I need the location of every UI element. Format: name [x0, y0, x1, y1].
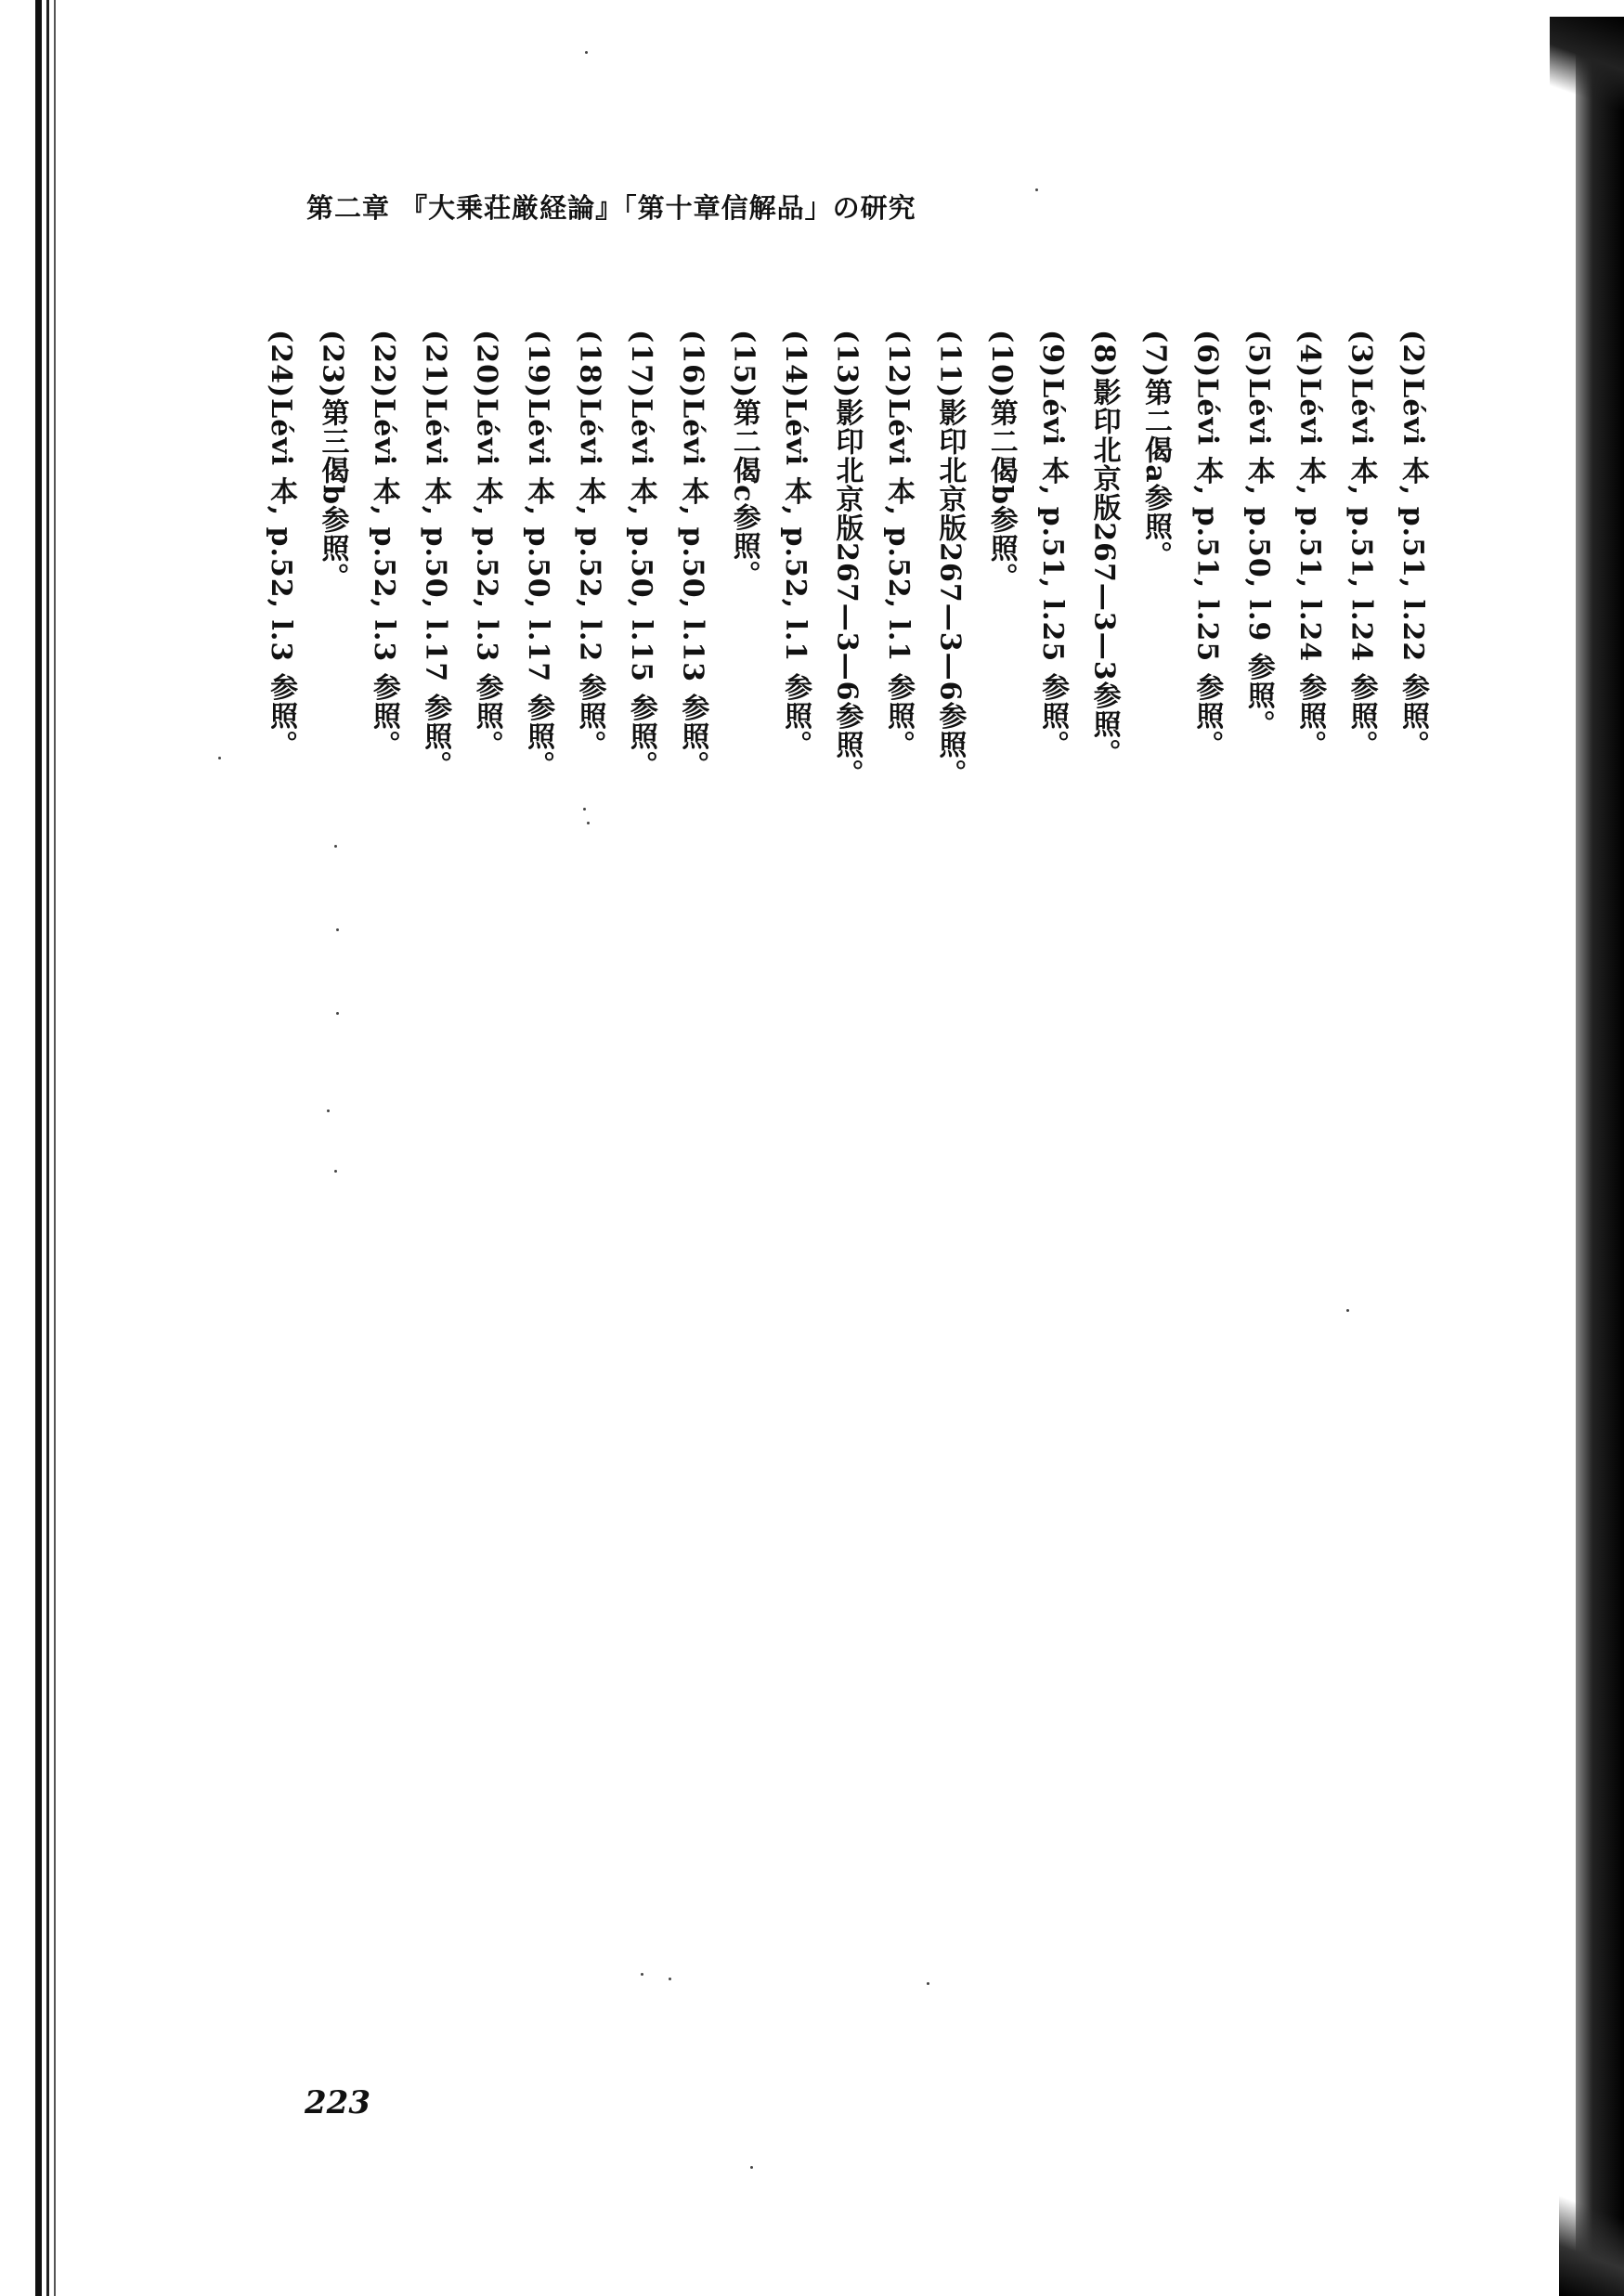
- scan-speck: [669, 1978, 671, 1980]
- scan-speck: [587, 822, 590, 824]
- footnote: (23)第三偈b参照。: [316, 330, 349, 592]
- page-number: 223: [305, 2084, 370, 2121]
- binding-edge-line-thin: [54, 0, 56, 2296]
- binding-edge: [35, 0, 42, 2296]
- footnote: (8)影印北京版267—3—3参照。: [1087, 330, 1121, 768]
- scan-speck: [927, 1982, 929, 1985]
- scan-speck: [583, 808, 586, 811]
- footnote: (13)影印北京版267—3—6参照。: [830, 330, 864, 788]
- scan-speck: [334, 1170, 337, 1173]
- binding-edge-line: [46, 0, 49, 2296]
- footnote: (17)Lévi 本, p.50, l.15 参照。: [624, 330, 657, 780]
- footnote: (22)Lévi 本, p.52, l.3 参照。: [367, 330, 400, 759]
- footnote: (11)影印北京版267—3—6参照。: [933, 330, 967, 788]
- footnote: (4)Lévi 本, p.51, l.24 参照。: [1293, 330, 1327, 759]
- scan-speck: [585, 51, 588, 54]
- scan-speck: [218, 757, 221, 759]
- footnote: (2)Lévi 本, p.51, l.22 参照。: [1397, 330, 1429, 759]
- scan-speck: [750, 2166, 753, 2169]
- scan-shadow-right: [1576, 19, 1624, 2296]
- scan-speck: [327, 1109, 330, 1112]
- scan-speck: [334, 845, 337, 848]
- footnotes-column: [255, 330, 1438, 1676]
- footnote: (24)Lévi 本, p.52, l.3 参照。: [265, 330, 298, 759]
- footnote: (21)Lévi 本, p.50, l.17 参照。: [419, 330, 452, 780]
- scan-speck: [336, 928, 339, 931]
- scan-speck: [336, 1012, 339, 1015]
- footnote: (16)Lévi 本, p.50, l.13 参照。: [676, 330, 709, 780]
- footnote: (6)Lévi 本, p.51, l.25 参照。: [1190, 330, 1224, 759]
- scan-speck: [1346, 1309, 1349, 1312]
- footnote: (14)Lévi 本, p.52, l.1 参照。: [779, 330, 812, 759]
- footnote: (5)Lévi 本, p.50, l.9 参照。: [1241, 330, 1275, 739]
- scan-shadow-corner-top: [1550, 17, 1624, 110]
- footnote: (9)Lévi 本, p.51, l.25 参照。: [1036, 330, 1070, 759]
- footnote: (12)Lévi 本, p.52, l.1 参照。: [881, 330, 915, 759]
- footnote: (7)第二偈a参照。: [1138, 330, 1172, 570]
- footnote: (3)Lévi 本, p.51, l.24 参照。: [1345, 330, 1378, 759]
- footnote: (20)Lévi 本, p.52, l.3 参照。: [470, 330, 503, 759]
- footnote: (18)Lévi 本, p.52, l.2 参照。: [573, 330, 606, 759]
- footnote: (10)第二偈b参照。: [984, 330, 1018, 592]
- footnote: (19)Lévi 本, p.50, l.17 参照。: [522, 330, 555, 780]
- scan-speck: [641, 1973, 643, 1976]
- scan-speck: [1035, 188, 1038, 191]
- footnote: (15)第二偈c参照。: [727, 330, 760, 590]
- scan-shadow-corner-bottom: [1559, 2194, 1624, 2296]
- running-head: 第二章 『大乗荘厳経論』「第十章信解品」の研究: [306, 192, 916, 224]
